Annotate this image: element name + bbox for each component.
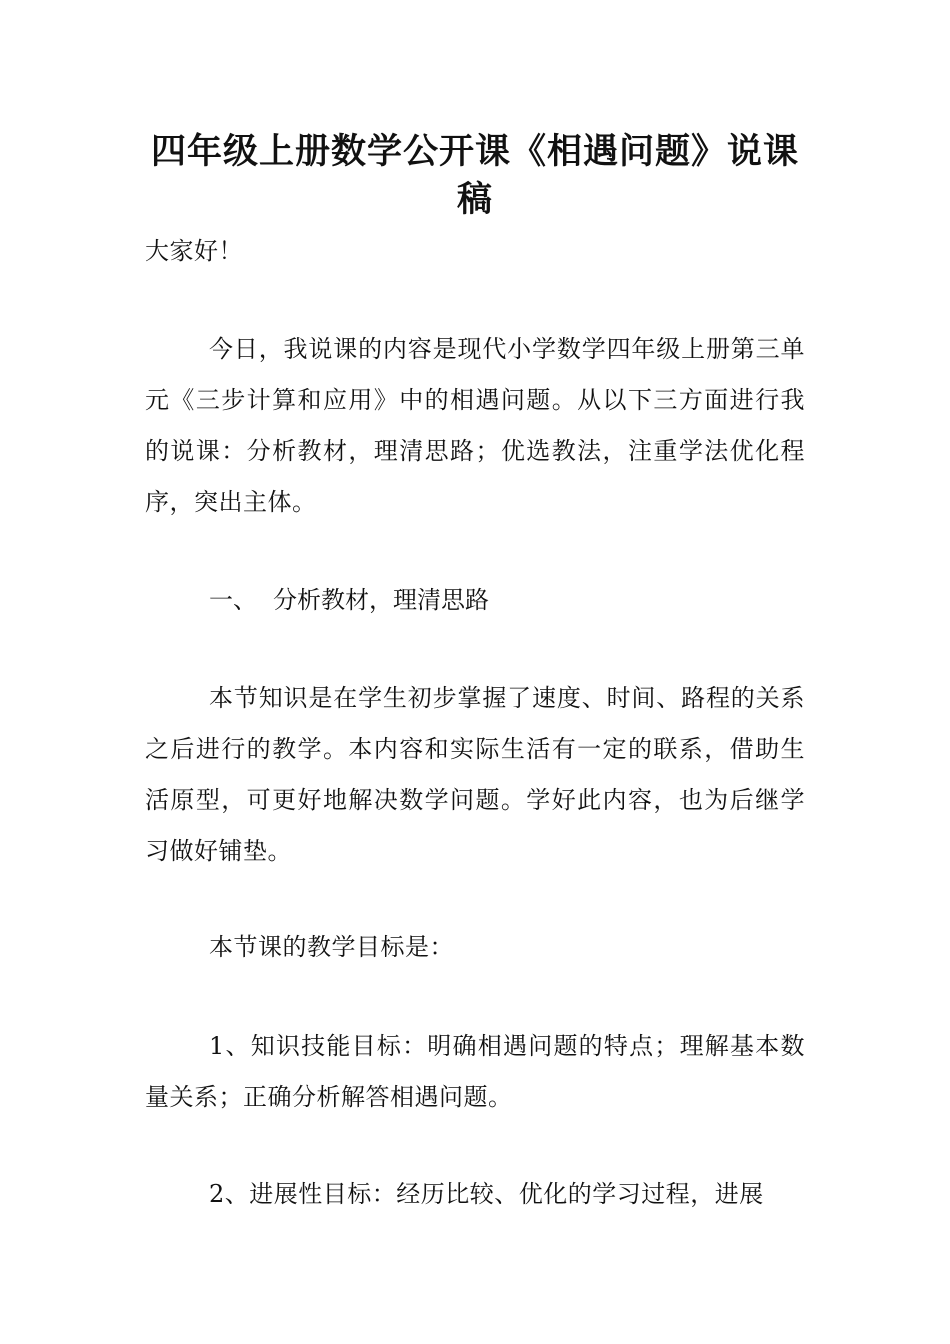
section-heading-1 [209, 575, 489, 626]
greeting: 大家好！ [145, 237, 243, 265]
goal-2: 2、进展性目标：经历比较、优化的学习过程，进展 [209, 1180, 764, 1208]
section-number: 一、 [209, 586, 257, 614]
document-title: 四年级上册数学公开课《相遇问题》说课稿 [150, 132, 799, 220]
goals-intro: 本节课的教学目标是： [209, 933, 454, 961]
section1-paragraph: 本节知识是在学生初步掌握了速度、时间、路程的关系之后进行的教学。本内容和实际生活有一定的联系，借助生活原型，可更好地解决数学问题。学好此内容，也为后继学习做好铺垫。 [145, 684, 805, 865]
goal-1: 1、知识技能目标：明确相遇问题的特点；理解基本数量关系；正确分析解答相遇问题。 [145, 1032, 805, 1111]
intro-paragraph: 今日，我说课的内容是现代小学数学四年级上册第三单元《三步计算和应用》中的相遇问题。从以下三方面进行我的说课：分析教材，理清思路；优选教法，注重学法优化程序，突出主体。 [145, 335, 805, 516]
section-title: 分析教材，理清思路 [273, 586, 489, 614]
